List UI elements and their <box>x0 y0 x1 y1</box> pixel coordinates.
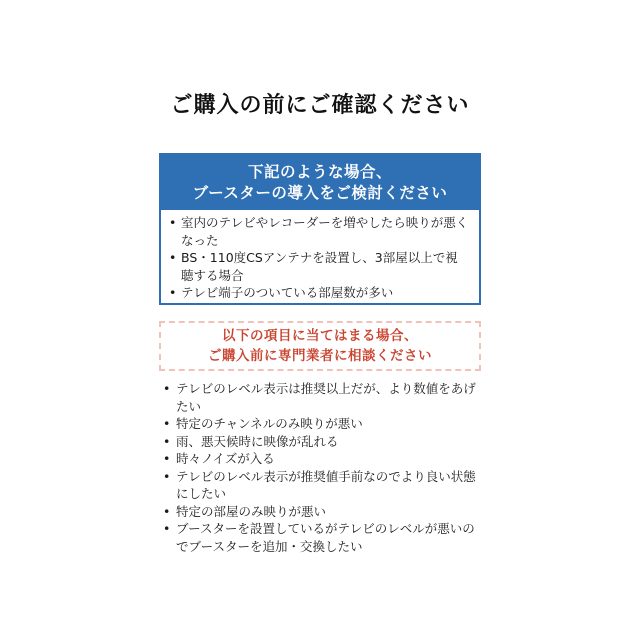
bullet-icon: • <box>163 381 171 396</box>
list-item <box>169 214 469 249</box>
bullet-icon: • <box>163 416 171 431</box>
list-item <box>163 520 481 555</box>
bullet-icon: • <box>169 285 177 300</box>
list-item <box>169 249 469 284</box>
booster-recommendation-header <box>161 155 479 210</box>
list-item-text: ブースターを設置しているがテレビのレベルが悪いのでブースターを追加・交換したい <box>176 521 475 554</box>
consult-line-1: 以下の項目に当てはまる場合、 <box>222 328 418 344</box>
consult-notice-box <box>159 321 481 371</box>
list-item-text: BS・110度CSアンテナを設置し、3部屋以上で視聴する場合 <box>181 250 458 283</box>
consult-line-2: ご購入前に専門業者に相談ください <box>208 348 432 364</box>
list-item <box>163 380 481 415</box>
bullet-icon: • <box>163 451 171 466</box>
bullet-icon: • <box>169 215 177 230</box>
list-item-text: 雨、悪天候時に映像が乱れる <box>176 433 339 449</box>
bullet-icon: • <box>169 250 177 265</box>
list-item-text: テレビ端子のついている部屋数が多い <box>181 285 394 300</box>
list-item <box>163 468 481 503</box>
header-line-2: ブースターの導入をご検討ください <box>192 184 448 202</box>
list-item <box>163 503 481 521</box>
list-item <box>163 415 481 433</box>
list-item-text: 特定のチャンネルのみ映りが悪い <box>176 416 363 431</box>
list-item-text: テレビのレベル表示は推奨以上だが、より数値をあげたい <box>176 381 476 414</box>
list-item-text: テレビのレベル表示が推奨値手前なのでより良い状態にしたい <box>176 468 476 501</box>
list-item <box>163 450 481 468</box>
bullet-icon: • <box>163 503 171 519</box>
bullet-icon: • <box>163 521 171 536</box>
bullet-icon: • <box>163 468 171 484</box>
list-item-text: 室内のテレビやレコーダーを増やしたら映りが悪くなった <box>181 215 469 248</box>
header-line-1: 下記のような場合、 <box>247 163 392 181</box>
list-item-text: 時々ノイズが入る <box>176 451 275 466</box>
page-title: ご購入の前にご確認ください <box>170 93 470 118</box>
list-item <box>169 284 469 302</box>
list-item-text: 特定の部屋のみ映りが悪い <box>176 503 327 519</box>
list-item <box>163 433 481 451</box>
consult-case-list <box>163 380 481 555</box>
booster-recommendation-box <box>159 153 481 305</box>
bullet-icon: • <box>163 433 171 449</box>
booster-case-list <box>161 210 479 302</box>
